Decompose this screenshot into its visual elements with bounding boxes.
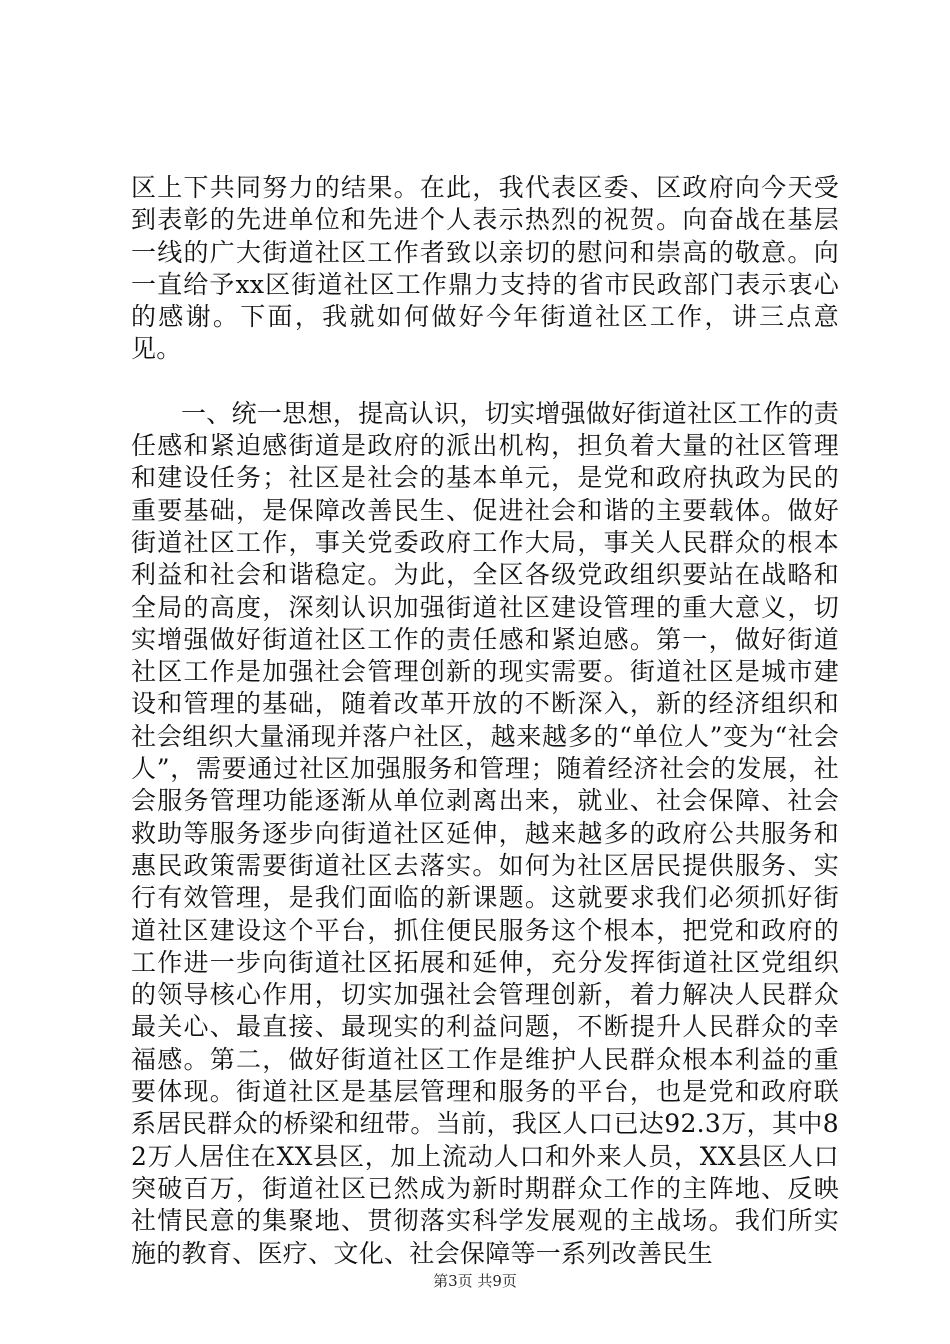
paragraph-2: 一、统一思想，提高认识，切实增强做好街道社区工作的责任感和紧迫感街道是政府的派出机构，担负着大量的社区管理和建设任务；社区是社会的基本单元，是党和政府执政为民的重要基础，是保障改善民生、促进社会和谐的主要载体。做好街道社区工作，事关党委政府工作大局，事关人民群众的根本利益和社会和谐稳定。为此，全区各级党政组织要站在战略和全局的高度，深刻认识加强街道社区建设管理的重大意义，切实增强做好街道社区工作的责任感和紧迫感。第一，做好街道社区工作是加强社会管理创新的现实需要。街道社区是城市建设和管理的基础，随着改革开放的不断深入，新的经济组织和社会组织大量涌现并落户社区，越来越多的“单位人”变为“社会人”，需要通过社区加强服务和管理；随着经济社会的发展，社会服务管理功能逐渐从单位剥离出来，就业、社会保障、社会救助等服务逐步向街道社区延伸，越来越多的政府公共服务和惠民政策需要街道社区去落实。如何为社区居民提供服务、实行有效管理，是我们面临的新课题。这就要求我们必须抓好街道社区建设这个平台，抓住便民服务这个根本，把党和政府的工作进一步向街道社区拓展和延伸，充分发挥街道社区党组织的领导核心作用，切实加强社会管理创新，着力解决人民群众最关心、最直接、最现实的利益问题，不断提升人民群众的幸福感。第二，做好街道社区工作是维护人民群众根本利益的重要体现。街道社区是基层管理和服务的平台，也是党和政府联系居民群众的桥梁和纽带。当前，我区人口已达92.3万，其中82万人居住在XX县区，加上流动人口和外来人员，XX县区人口突破百万，街道社区已然成为新时期群众工作的主阵地、反映社情民意的集聚地、贯彻落实科学发展观的主战场。我们所实施的教育、医疗、文化、社会保障等一系列改善民生 xyxy=(131,398,839,1268)
page-footer: 第3页 共9页 xyxy=(433,1272,517,1290)
document-body xyxy=(131,172,839,1270)
paragraph-gap xyxy=(131,366,839,398)
paragraph-1: 区上下共同努力的结果。在此，我代表区委、区政府向今天受到表彰的先进单位和先进个人表示热烈的祝贺。向奋战在基层一线的广大街道社区工作者致以亲切的慰问和崇高的敬意。向一直给予xx区街道社区工作鼎力支持的省市民政部门表示衷心的感谢。下面，我就如何做好今年街道社区工作，讲三点意见。 xyxy=(131,173,839,364)
